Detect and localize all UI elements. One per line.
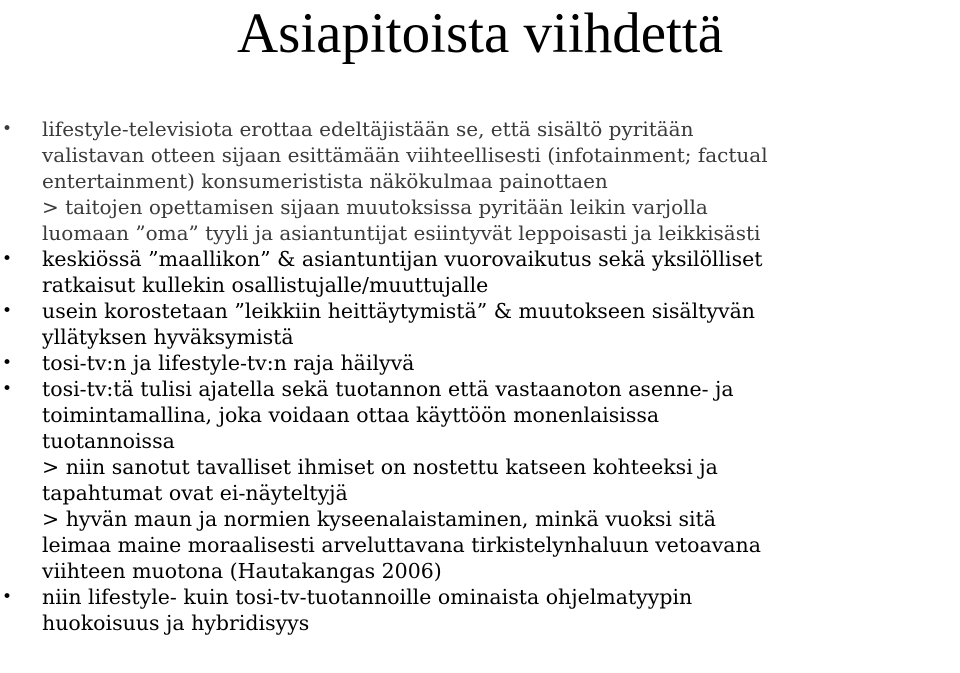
text-line: toimintamallina, joka voidaan ottaa käyttöön monenlaisissa (42, 403, 660, 427)
bullet-item (0, 584, 960, 636)
text-line: • keskiössä ”maallikon” & asiantuntijan vuorovaikutus sekä yksilölliset (42, 247, 763, 271)
text-line: yllätyksen hyväksymistä (42, 325, 294, 349)
slide-title: Asiapitoista viihdettä (236, 2, 723, 65)
text-line: tuotannoissa (42, 429, 175, 453)
bullet-item (0, 246, 960, 298)
text-line: viihteen muotona (Hautakangas 2006) (42, 559, 442, 583)
sub-item (0, 194, 960, 246)
bullet-item (0, 376, 960, 454)
bullet-item (0, 298, 960, 350)
text-line: luomaan ”oma” tyyli ja asiantuntijat esiintyvät leppoisasti ja leikkisästi (42, 221, 761, 245)
text-line: > niin sanotut tavalliset ihmiset on nostettu katseen kohteeksi ja (42, 455, 718, 479)
text-line: • niin lifestyle- kuin tosi-tv-tuotannoille ominaista ohjelmatyypin (42, 585, 693, 609)
text-line: valistavan otteen sijaan esittämään viihteellisesti (infotainment; factual (42, 143, 768, 167)
bullet-item (0, 350, 960, 376)
text-line: leimaa maine moraalisesti arveluttavana tirkistelynhaluun vetoavana (42, 533, 761, 557)
text-line: > hyvän maun ja normien kyseenalaistaminen, minkä vuoksi sitä (42, 507, 716, 531)
slide-body (0, 116, 960, 636)
text-line: ratkaisut kullekin osallistujalle/muuttujalle (42, 273, 489, 297)
text-line: • lifestyle-televisiota erottaa edeltäjistään se, että sisältö pyritään (42, 117, 694, 141)
text-line: > taitojen opettamisen sijaan muutoksissa pyritään leikin varjolla (42, 195, 708, 219)
text-line: • usein korostetaan ”leikkiin heittäytymistä” & muutokseen sisältyvän (42, 299, 756, 323)
sub-item (0, 506, 960, 584)
text-line: huokoisuus ja hybridisyys (42, 611, 310, 635)
text-line: • tosi-tv:tä tulisi ajatella sekä tuotannon että vastaanoton asenne- ja (42, 377, 734, 401)
text-line: tapahtumat ovat ei-näyteltyjä (42, 481, 348, 505)
sub-item (0, 454, 960, 506)
text-line: • tosi-tv:n ja lifestyle-tv:n raja häilyvä (42, 351, 415, 375)
text-line: entertainment) konsumeristista näkökulmaa painottaen (42, 169, 608, 193)
bullet-item (0, 116, 960, 194)
